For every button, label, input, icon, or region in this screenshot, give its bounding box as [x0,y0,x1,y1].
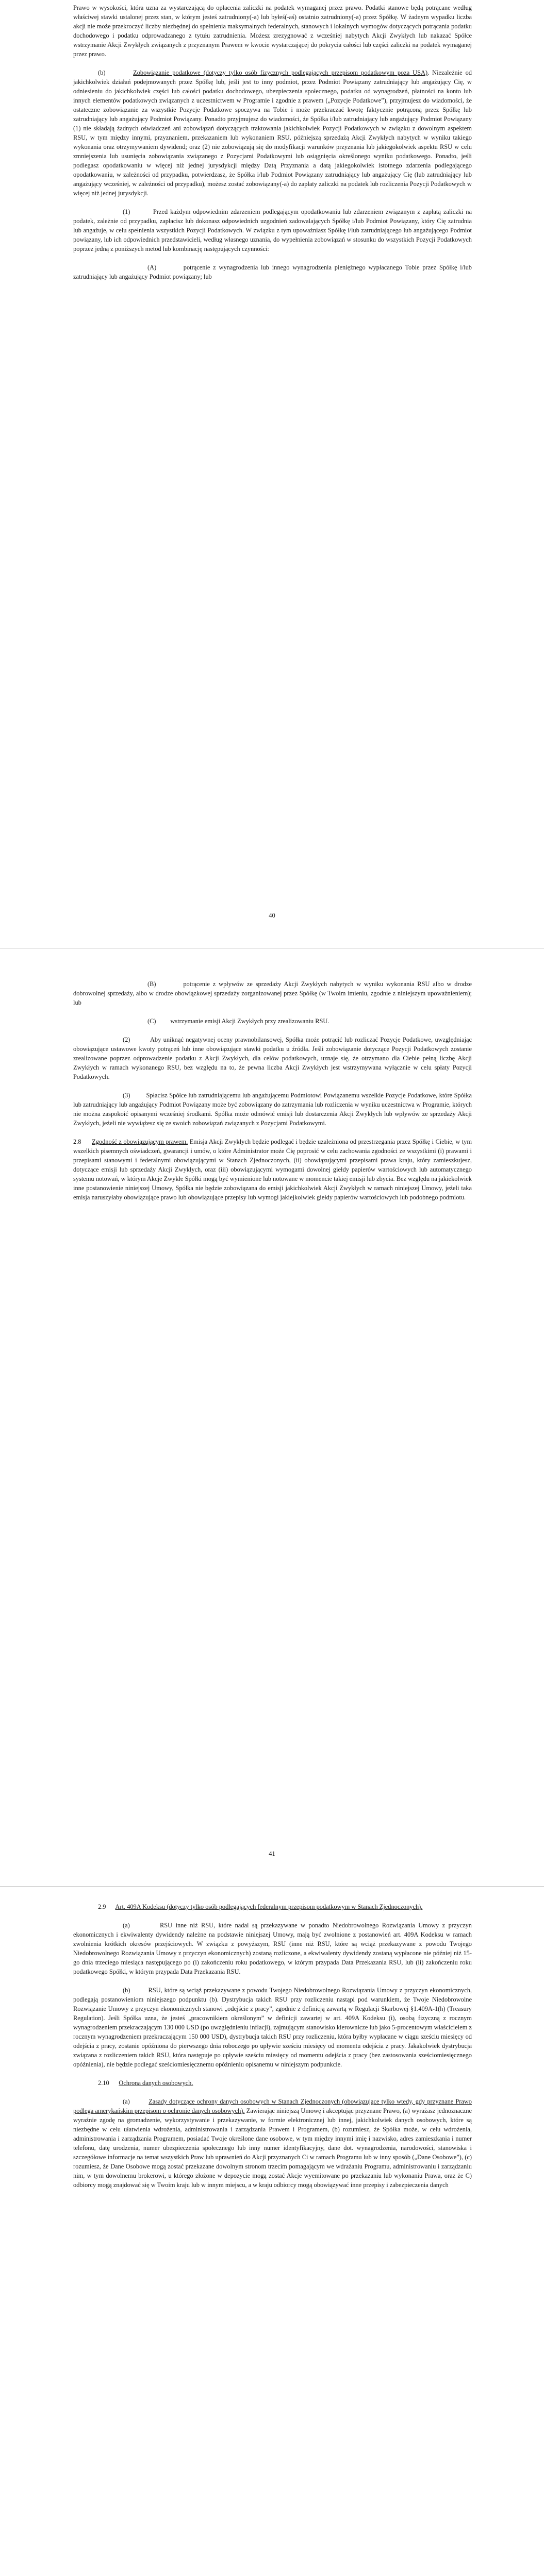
paragraph-A [73,263,472,281]
paragraph-3 [73,1091,472,1128]
section-title: Zgodność z obowiązującym prawem. [92,1138,188,1145]
paragraph-privacy-a [73,2097,472,2190]
item-label: (a) [123,1922,130,1929]
paragraph-B [73,979,472,1007]
section-number: 2.9 [98,1903,106,1910]
section-number: 2.10 [98,2079,109,2087]
item-label: (a) [123,2098,130,2105]
paragraph-text: RSU inne niż RSU, które nadal są przekazywane w ponadto Niedobrowolnego Rozwiązania Umowy z przyczyn ekonomicznych i ekwiwalenty dywidendy należne na podstawie niniejszej Umowy, mają być zwolnione z postanowień art. 409A Kodeksu w ramach zwolnienia krótkich okresów przejściowych. W związku z powyższym, RSU (inne niż RSU, które są wciąż przekazywane z powodu Twojego Niedobrowolnego Rozwiązania Umowy z przyczyn ekonomicznych) zostaną rozliczone, a ekwiwalenty dywidendy zostaną wypłacone nie później niż 15-go dnia trzeciego miesiąca następującego po (i) zakończeniu roku podatkowego, w którym przypada Data Przekazania RSU, lub (ii) zakończeniu roku podatkowego Spółki, w którym przypada Data Przekazania RSU. [73,1922,472,1975]
page-number: 40 [269,912,275,919]
item-label: (B) [147,980,156,988]
paragraph-text: potrącenie z wynagrodzenia lub innego wynagrodzenia pieniężnego wypłacanego Tobie przez Spółkę i/lub zatrudniający lub angażujący Podmiot powiązany; lub [73,264,472,280]
item-label: (b) [98,69,106,76]
paragraph-text: Spłacisz Spółce lub zatrudniającemu lub angażującemu Podmiotowi Powiązanemu wszelkie Pozycje Podatkowe, które Spółka lub zatrudniający lub angażujący Podmiot Powiązany może być zobowiązany do zatrzymania lub rozliczenia w wyniku uczestnictwa w Programie, których nie można zaspokoić opisanymi wcześniej środkami. Spółka może odmówić emisji lub dostarczenia Akcji Zwykłych lub wpływów ze sprzedaży Akcji Zwykłych, jeżeli nie wywiążesz się ze swoich zobowiązań związanych z Pozycjami Podatkowymi. [73,1092,472,1127]
paragraph-intro: Prawo w wysokości, która uzna za wystarczającą do opłacenia zaliczki na podatek wymaganej przez prawo. Podatki stanowe będą potrącane według właściwej stawki ustalonej przez stan, w którym jesteś zatrudniony(-a) lub byłeś(-aś) ostatnio zatrudniony(-a) przez Spółkę. W żadnym wypadku liczba akcji nie może przekroczyć liczby niezbędnej do spełnienia maksymalnych federalnych, stanowych i lokalnych wymogów dotyczących potrącania podatku dochodowego i podatku odprowadzanego z tytułu zatrudnienia. Możesz zrezygnować z wcześniej nabytych Akcji Zwykłych lub nakazać Spółce wstrzymanie Akcji Zwykłych związanych z przyznanym Prawem w kwocie wystarczającej do pokrycia całości lub części zaliczki na podatek wymaganej przez prawo. [73,4,472,58]
item-label: (3) [123,1092,130,1099]
paragraph-1 [73,207,472,253]
paragraph-text: Emisja Akcji Zwykłych będzie podlegać i będzie uzależniona od przestrzegania przez Spółkę i Ciebie, w tym wszelkich pisemnych oświadczeń, gwarancji i umów, o które Administrator może Cię poprosić w celu zachowania zgodności ze wszystkimi (i) prawami i przepisami stanowymi i federalnymi obowiązującymi w Stanach Zjednoczonych, (ii) obowiązującymi przepisami prawa kraju, który zamieszkujesz, dotyczące emisji lub sprzedaży Akcji Zwykłych, oraz (iii) obowiązującymi wymogami dowolnej giełdy papierów wartościowych lub automatycznego systemu notowań, w którym Akcje Zwykłe Spółki mogą być wymienione lub notowane w momencie takiej emisji lub zbycia. Bez względu na jakiekolwiek inne postanowienie niniejszej Umowy, Spółka nie będzie zobowiązana do emisji jakichkolwiek Akcji Zwykłych w ramach niniejszej Umowy, jeżeli taka emisja naruszyłaby obowiązujące prawo lub obowiązujące przepisy lub wymogi jakiejkolwiek giełdy papierów wartościowych lub podobnego podmiotu. [73,1138,472,1201]
paragraph-b [73,1986,472,2069]
page-number: 41 [269,1850,275,1857]
section-title: Ochrona danych osobowych. [119,2079,193,2087]
item-label: (2) [123,1036,130,1043]
section-2-8 [73,1137,472,1202]
paragraph-2 [73,1035,472,1081]
item-label: (A) [147,264,157,271]
paragraph-text: wstrzymanie emisji Akcji Zwykłych przy zrealizowaniu RSU. [170,1018,329,1025]
item-label: (C) [147,1018,156,1025]
page-41-content [73,979,472,1211]
section-2-10 [73,2078,472,2088]
paragraph-C [73,1016,472,1026]
page-40 [0,0,544,948]
paragraph-text: Przed każdym odpowiednim zdarzeniem podlegającym opodatkowaniu lub zdarzeniem związanym z zapłatą zaliczki na podatek, zależnie od przypadku, zapłacisz lub dokonasz odpowiednich uzgodnień zadowalających Spółkę i/lub Podmiot Powiązany, który Cię zatrudnia lub angażuje, w celu spełnienia wszystkich Pozycji Podatkowych. W związku z tym upoważniasz Spółkę i/lub zatrudniającego lub angażującego Podmiot powiązany, lub ich odpowiednich przedstawicieli, według własnego uznania, do wypełnienia zobowiązań w stosunku do wszystkich Pozycji Podatkowych poprzez jedną z poniższych metod lub kombinację następujących czynności: [73,208,472,252]
paragraph-text: potrącenie z wpływów ze sprzedaży Akcji Zwykłych nabytych w wyniku wykonania RSU albo w drodze dobrowolnej sprzedaży, albo w drodze obowiązkowej sprzedaży zorganizowanej przez Spółkę (w Twoim imieniu, zgodnie z niniejszym upoważnieniem); lub [73,980,472,1006]
paragraph-text: Zawierając niniejszą Umowę i akceptując przyznane Prawo, (a) wyrażasz jednoznaczne wyraźnie zgodę na gromadzenie, wykorzystywanie i przekazywanie, w formie elektronicznej lub innej, jakichkolwiek danych osobowych, które są niezbędne w celu ułatwienia wdrożenia, administrowania i zarządzania Prawem i Programem, (b) rozumiesz, że Spółka może, w celu wdrożenia, administrowania i zarządzania Programem, posiadać Twoje określone dane osobowe, w tym między innymi imię i nazwisko, adres zamieszkania i numer telefonu, datę urodzenia, numer ubezpieczenia społecznego lub inny numer identyfikacyjny, dane dot. wynagrodzenia, narodowości, stanowiska i szczegółowe informacje na temat wszystkich Praw lub uprawnień do Akcji przyznanych Ci w ramach Programu lub w inny sposób („Dane Osobowe”), (c) rozumiesz, że Dane Osobowe mogą zostać przekazane dowolnym stronom trzecim pomagającym we wdrażaniu Programu, administrowaniu i zarządzaniu nim, w tym dowolnemu brokerowi, u którego złożone w depozycie mogą zostać Akcje wyemitowane po przekazaniu lub wykonaniu Prawa, oraz że C) odbiorcy mogą znajdować się w Twoim kraju lub w innym miejscu, a w kraju odbiorcy mogą obowiązywać inne przepisy i zabezpieczenia danych [73,2107,472,2189]
paragraph-a [73,1921,472,1976]
page-41 [0,948,544,1886]
section-title: Zasady dotyczące ochrony danych osobowych w Stanach Zjednoczonych (obowiązujące tylko wtedy, gdy przyznane Prawo podlega amerykańskim przepisom o ochronie danych osobowych). [73,2098,472,2114]
section-title: Art. 409A Kodeksu (dotyczy tylko osób podlegających federalnym przepisom podatkowym w Stanach Zjednoczonych). [115,1903,423,1910]
section-title: Zobowiązanie podatkowe (dotyczy tylko osób fizycznych podlegających przepisom podatkowym poza USA) [133,69,428,76]
paragraph-text: Aby uniknąć negatywnej oceny prawnobilansowej, Spółka może potrącić lub rozliczać Pozycje Podatkowe, uwzględniając obowiązujące ustawowe kwoty potrąceń lub inne obowiązujące stawki podatku u źródła. Jeśli zobowiązanie dotyczące Pozycji Podatkowych zostanie zrealizowane poprzez odprowadzenie podatku z Akcji Zwykłych, dla celów podatkowych, uznaje się, że otrzymano dla Ciebie pełną liczbę Akcji Zwykłych w ramach wykonanego RSU, bez względu na to, że pewna liczba Akcji Zwykłych jest wstrzymywana wyłącznie w celu spłaty Pozycji Podatkowych. [73,1036,472,1080]
paragraph-text: RSU, które są wciąż przekazywane z powodu Twojego Niedobrowolnego Rozwiązania Umowy z przyczyn ekonomicznych, podlegają postanowieniom niniejszego podpunktu (b). Dystrybucja takich RSU przy rozliczeniu nastąpi pod warunkiem, że Twoje Niedobrowolne Rozwiązanie Umowy z przyczyn ekonomicznych stanowi „odejście z pracy”, zgodnie z definicją zawartą w Regulacji Skarbowej §1.409A-1(h) (Treasury Regulation). Jeśli Spółka uzna, że jesteś „pracownikiem określonym” w definicji zawartej w art. 409A Kodeksu (i), osobą fizyczną z rocznym wynagrodzeniem przekraczającym 130 000 USD (po uwzględnieniu inflacji), zajmującym stanowisko kierownicze lub jako 5-procentowym właścicielem z rocznym wynagrodzeniem przekraczającym 150 000 USD), dystrybucja takich RSU przy rozliczeniu, która byłby wypłacane w ciągu sześciu miesięcy od odejścia z pracy, zostanie opóźniona do pierwszego dnia roboczego po upływie sześciu miesięcy od momentu odejścia z pracy. Jakakolwiek dystrybucja związana z rozliczeniem takich RSU, która następuje po upływie sześciu miesięcy od momentu odejścia z pracy (bez zastosowania sześciomiesięcznego opóźnienia), nie będzie podlegać sześciomiesięcznemu opóźnieniu opisanemu w niniejszym podpunkcie. [73,1987,472,2068]
paragraph-b: (b) Zobowiązanie podatkowe (dotyczy tylko osób fizycznych podlegających przepisom podatkowym poza USA). Niezależnie od jakichkolwiek działań podejmowanych przez Spółkę lub, jeśli jest to inny podmiot, przez Podmiot Powiązany zatrudniający lub angażujący Cię, w odniesieniu do jakichkolwiek części lub całości podatku dochodowego, ubezpieczenia społecznego, podatku od wynagrodzeń, płatności na konto lub innych elementów podatkowych związanych z uczestnictwem w Programie i zgodnie z prawem („Pozycje Podatkowe”), przyjmujesz do wiadomości, że ostateczne zobowiązanie za wszystkie Pozycje Podatkowe spoczywa na Tobie i może przekraczać kwotę faktycznie potrąconą przez Spółkę lub zatrudniający lub angażujący Podmiot Powiązany. Ponadto przyjmujesz do wiadomości, że Spółka i/lub zatrudniający lub angażujący Podmiot Powiązany (1) nie składają żadnych oświadczeń ani zobowiązań dotyczących traktowania jakichkolwiek Pozycji Podatkowych w związku z dowolnym aspektem RSU, w tym między innymi, przyznaniem, przekazaniem lub wykonaniem RSU, późniejszą sprzedażą Akcji Zwykłych nabytych w wyniku takiego wykonania oraz otrzymywaniem dywidend; oraz (2) nie zobowiązują się do modyfikacji warunków przyznania lub jakiegokolwiek aspektu RSU w celu zmniejszenia lub usunięcia zobowiązania związanego z Pozycjami Podatkowymi lub osiągnięcia określonego wyniku podatkowego. Ponadto, jeśli podlegasz opodatkowaniu w więcej niż jednej jurysdykcji między Datą Przyznania a datą jakiegokolwiek istotnego zdarzenia podlegającego opodatkowaniu, w zależności od przypadku, potwierdzasz, że Spółka i/lub Podmiot Powiązany zatrudniający lub angażujący Cię (lub zatrudniający lub angażujący wcześniej, w zależności od przypadku), możesz zostać zobowiązany(-a) do zapłaty zaliczki na podatek lub rozliczenia Pozycji Podatkowych w więcej niż jednej jurysdykcji. [73,69,472,197]
section-2-9 [73,1902,472,1911]
section-number: 2.8 [73,1138,81,1145]
item-label: (b) [123,1987,130,1994]
item-label: (1) [123,208,130,215]
page-40-content [73,3,472,291]
paragraph-text: Niezależnie od jakichkolwiek działań podejmowanych przez Spółkę lub, jeśli jest to inny podmiot, przez Podmiot Powiązany zatrudniający lub angażujący Cię, w odniesieniu do jakichkolwiek części lub całości podatku dochodowego, ubezpieczenia społecznego, podatku od wynagrodzeń, płatności na konto lub innych elementów podatkowych związanych z uczestnictwem w Programie i zgodnie z prawem („Pozycje Podatkowe”), przyjmujesz do wiadomości, że ostateczne zobowiązanie za wszystkie Pozycje Podatkowe spoczywa na Tobie i może przekraczać kwotę faktycznie potrąconą przez Spółkę lub zatrudniający lub angażujący Podmiot Powiązany. Ponadto przyjmujesz do wiadomości, że Spółka i/lub zatrudniający lub angażujący Podmiot Powiązany (1) nie składają żadnych oświadczeń ani zobowiązań dotyczących traktowania jakichkolwiek Pozycji Podatkowych w związku z dowolnym aspektem RSU, w tym między innymi, przyznaniem, przekazaniem lub wykonaniem RSU, późniejszą sprzedażą Akcji Zwykłych nabytych w wyniku takiego wykonania oraz otrzymywaniem dywidend; oraz (2) nie zobowiązują się do modyfikacji warunków przyznania lub jakiegokolwiek aspektu RSU w celu zmniejszenia lub usunięcia zobowiązania związanego z Pozycjami Podatkowymi lub osiągnięcia określonego wyniku podatkowego. Ponadto, jeśli podlegasz opodatkowaniu w więcej niż jednej jurysdykcji między Datą Przyznania a datą jakiegokolwiek istotnego zdarzenia podlegającego opodatkowaniu, w zależności od przypadku, potwierdzasz, że Spółka i/lub Podmiot Powiązany zatrudniający lub angażujący Cię (lub zatrudniający lub angażujący wcześniej, w zależności od przypadku), możesz zostać zobowiązany(-a) do zapłaty zaliczki na podatek lub rozliczenia Pozycji Podatkowych w więcej niż jednej jurysdykcji. [73,69,472,197]
page-42-content [73,1902,472,2199]
page-42 [0,1887,544,2576]
